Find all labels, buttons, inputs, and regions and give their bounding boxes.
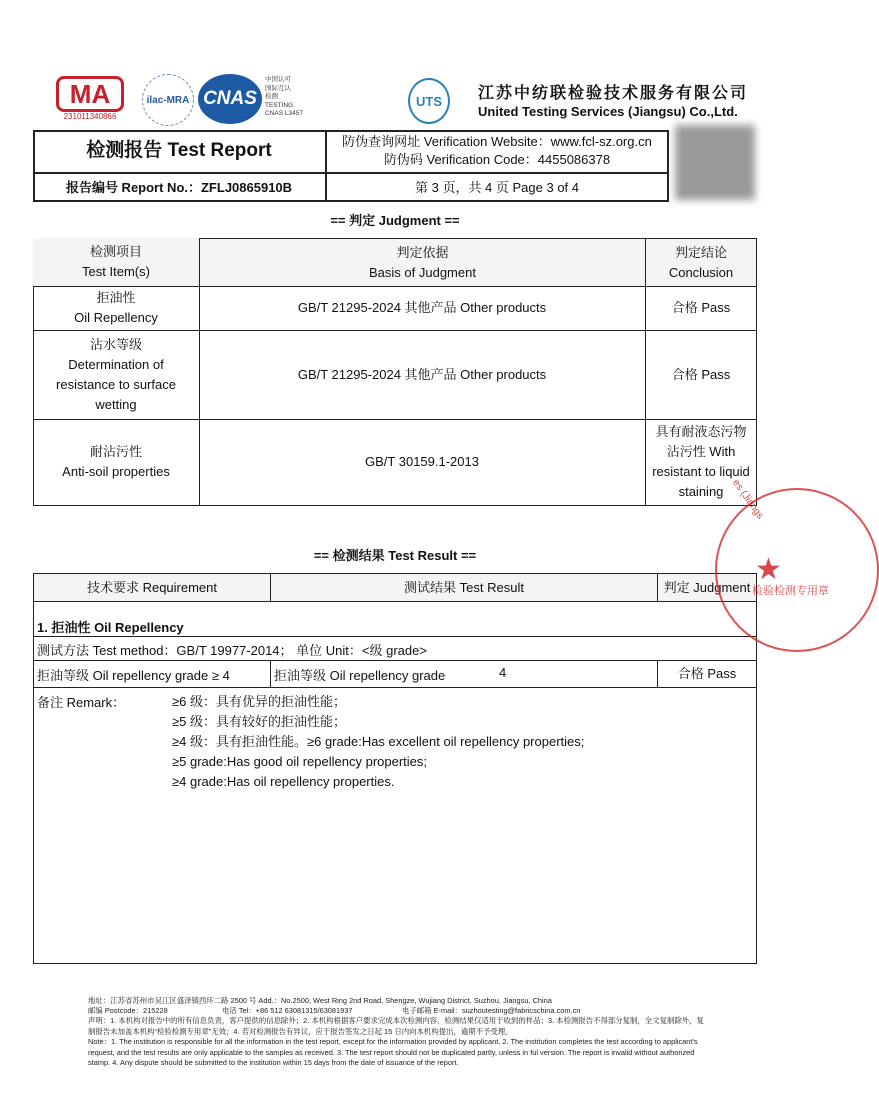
section-title: 1. 拒油性 Oil Repellency [37,620,184,635]
company-name-cn: 江苏中纺联检验技术服务有限公司 [478,85,749,102]
remark-line: ≥6 级：具有优异的拒油性能； [172,694,346,709]
blurred-qr-code [675,125,755,200]
footer-tel: 电话 Tel：+86 512 63081315/63081937 [222,1006,353,1015]
page-number: 第 3 页，共 4 页 Page 3 of 4 [414,179,580,195]
judgment-row-item: 沾水等级 Determination of resistance to surface wetting [56,336,176,412]
remark-label: 备注 Remark： [37,695,126,710]
judgment-row-conclusion: 合格 Pass [671,300,731,315]
result-header-judgment: 判定 Judgment [658,574,756,601]
cnas-logo: CNAS [198,74,262,124]
verification-code: 防伪码 Verification Code：4455086378 [383,152,611,167]
requirement-value: 拒油等级 Oil repellency grade ≥ 4 [37,668,230,683]
remark-line: ≥5 级：具有较好的拒油性能； [172,714,346,729]
judgment-header-item: 检测项目 Test Item(s) [33,238,199,286]
judgment-title: == 判定 Judgment == [330,213,460,228]
remark-line: ≥4 grade:Has oil repellency properties. [172,774,395,789]
footer-statement-cn: 声明：1. 本机构对报告中的所有信息负责，客户提供的信息除外；2. 本机构根据客户要求完成本次检测内容，检测结果仅适用于收到的样品；3. 本检测报告不得部分复制，全文复制除外，复制报告未加盖本机构“检验检测专用章”无效；4. 若对检测报告有异议，应于报告签发之日起 15 日内向本机构提出，逾期不予受理。 [88,1016,704,1036]
ilac-mra-logo: ilac-MRA [142,74,194,126]
cma-logo: MA 231011340866 [56,76,124,122]
result-header-requirement: 技术要求 Requirement [34,574,270,601]
test-method: 测试方法 Test method：GB/T 19977-2014； 单位 Unit：<级 grade> [37,643,427,658]
report-number: 报告编号 Report No.：ZFLJ0865910B [65,179,293,195]
verification-website: 防伪查询网址 Verification Website：www.fcl-sz.org.cn [342,134,652,149]
footer-address: 地址：江苏省苏州市吴江区盛泽镇西环二路 2500 号 Add.：No.2500, West Ring 2nd Road, Shengze, Wujiang District, Suzhou, Jiangsu, China [88,996,552,1005]
remark-line: ≥4 级：具有拒油性能。≥6 grade:Has excellent oil repellency properties; [172,734,585,749]
cnas-text: 中国认可 国际互认 检测 TESTING CNAS L3457 [265,76,303,117]
report-title: 检测报告 Test Report [86,140,272,161]
judgment-row-item: 耐沾污性 Anti-soil properties [62,444,170,479]
remark-lines [172,692,584,792]
company-name-en: United Testing Services (Jiangsu) Co.,Ltd. [478,104,738,119]
footer-note-en: Note：1. The institution is responsible for all the information in the test report, except for the information provided by applicant. 2. The institution completes the test according to applicant's request, and the test results are only applicable to the samples as received. 3. The test report should not be duplicated partly, unless in ful version. The report is invalid without authorized stamp. 4. Any dispute should be submitted to the institution within 15 days from the date of issuance of the report. [88,1037,698,1067]
judgment-row-conclusion: 具有耐液态污物 沾污性 With resistant to liquid staining [652,424,750,499]
red-stamp: es (Jiangs ★ 检验检测专用章 [715,488,879,652]
result-label: 拒油等级 Oil repellency grade [274,668,446,683]
result-title: == 检测结果 Test Result == [313,548,477,563]
remark-line: ≥5 grade:Has good oil repellency properties; [172,754,428,769]
judgment-row-conclusion: 合格 Pass [671,366,731,382]
uts-logo: UTS [408,78,450,124]
result-judgment: 合格 Pass [677,665,737,681]
result-value: 4 [499,665,507,680]
footer-email: 电子邮箱 E-mail：suzhoutesting@fabricschina.com.cn [402,1006,581,1015]
judgment-row-basis: GB/T 30159.1-2013 [365,454,479,469]
judgment-row-item: 拒油性 Oil Repellency [74,290,158,325]
judgment-header-basis: 判定依据 Basis of Judgment [200,239,645,286]
judgment-row-basis: GB/T 21295-2024 其他产品 Other products [297,366,547,382]
footer-postcode: 邮编 Postcode：215228 [88,1006,168,1015]
judgment-header-conclusion: 判定结论 Conclusion [646,239,756,286]
judgment-row-basis: GB/T 21295-2024 其他产品 Other products [297,300,547,315]
result-header-test-result: 测试结果 Test Result [271,574,657,601]
